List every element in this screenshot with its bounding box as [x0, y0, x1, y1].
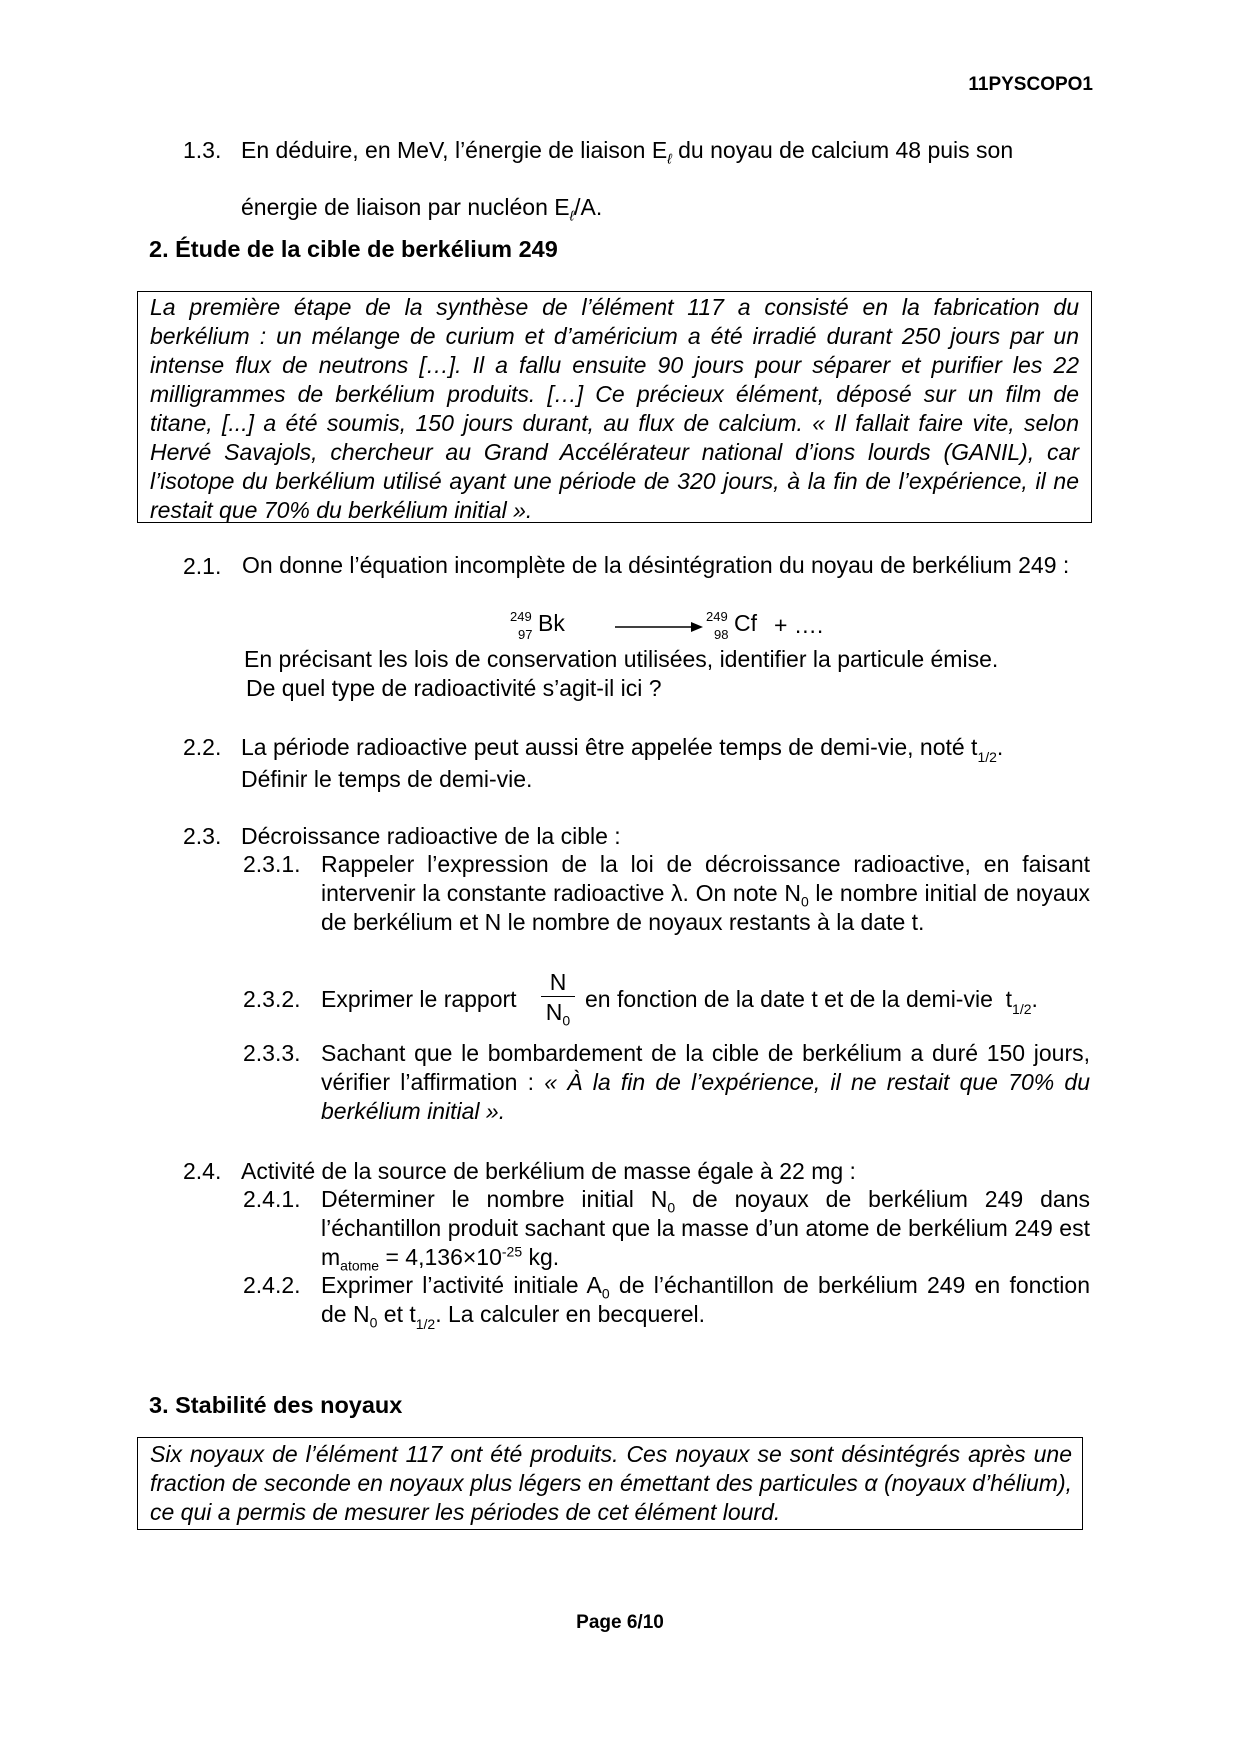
question-2-1-line-b: De quel type de radioactivité s’agit-il ici ?: [246, 675, 662, 701]
question-number-2-4-2: 2.4.2.: [243, 1272, 301, 1298]
question-2-1-line-a: En précisant les lois de conservation utilisées, identifier la particule émise.: [244, 646, 999, 672]
section-3-title: 3. Stabilité des noyaux: [149, 1392, 403, 1418]
question-2-3-2-part-b: en fonction de la date t et de la demi-vie $t_{1/2}$.: [585, 986, 1038, 1017]
fraction-denominator: $N_0$: [541, 996, 575, 1027]
question-2-4-1-text: Déterminer le nombre initial $N_0$ de noyaux de berkélium 249 dans l’échantillon produit sachant que la masse d’un atome de berkélium 249 est $m_{atome} = 4,136\times 10^{-25}$ kg.: [321, 1186, 1090, 1274]
question-2-1-text: On donne l’équation incomplète de la désintégration du noyau de berkélium 249 :: [242, 552, 1070, 578]
document-code: 11PYSCOPO1: [968, 74, 1093, 95]
equation-rest: + ….: [774, 612, 824, 638]
question-2-3-2-part-a: Exprimer le rapport: [321, 986, 517, 1012]
question-number-2-3-2: 2.3.2.: [243, 986, 301, 1012]
question-2-3-3-text: Sachant que le bombardement de la cible de berkélium a duré 150 jours, vérifier l’affirmation : « À la fin de l’expérience, il ne restait que 70% du berkélium initial ».: [321, 1040, 1090, 1124]
question-2-4-title: Activité de la source de berkélium de masse égale à 22 mg :: [241, 1158, 856, 1184]
question-number-2-3: 2.3.: [183, 823, 222, 849]
question-2-2-line2: Définir le temps de demi-vie.: [241, 766, 533, 792]
question-2-3-title: Décroissance radioactive de la cible :: [241, 823, 621, 849]
question-number-2-3-1: 2.3.1.: [243, 851, 301, 877]
question-number-2-3-3: 2.3.3.: [243, 1040, 301, 1066]
question-2-3-1-text: Rappeler l’expression de la loi de décroissance radioactive, en faisant intervenir la constante radioactive λ. On note $N_0$ le nombre initial de noyaux de berkélium et N le nombre de noyaux restants à la date t.: [321, 851, 1091, 935]
question-number-2-2: 2.2.: [183, 734, 222, 760]
question-1-3-line2: énergie de liaison par nucléon $E_\ell/A$.: [241, 194, 603, 224]
question-number-2-1: 2.1.: [183, 553, 222, 579]
ratio-fraction: [541, 969, 575, 1027]
question-number-2-4-1: 2.4.1.: [243, 1186, 301, 1212]
reaction-arrow-icon: [615, 620, 705, 634]
question-number-1-3: 1.3.: [183, 137, 222, 163]
excerpt-text-2: Six noyaux de l’élément 117 ont été produits. Ces noyaux se sont désintégrés après une fraction de seconde en noyaux plus légers en émettant des particules α (noyaux d’hélium), ce qui a permis de mesurer les périodes de cet élément lourd.: [150, 1441, 1072, 1525]
question-1-3-line1: En déduire, en MeV, l’énergie de liaison $E_\ell$ du noyau de calcium 48 puis son: [241, 137, 1014, 167]
excerpt-text-1: La première étape de la synthèse de l’élément 117 a consisté en la fabrication du berkélium : un mélange de curium et d’américium a été irradié durant 250 jours par un intense flux de neutrons […]. Il a fallu ensuite 90 jours pour séparer et purifier les 22 milligrammes de berkélium produits. […] Ce précieux élément, déposé sur un film de titane, [...] a été soumis, 150 jours durant, au flux de calcium. « Il fallait faire vite, selon Hervé Savajols, chercheur au Grand Accélérateur national d’ions lourds (GANIL), car l’isotope du berkélium utilisé ayant une période de 320 jours, à la fin de l’expérience, il ne restait que 70% du berkélium initial ».: [150, 294, 1079, 523]
excerpt-box-2: [137, 1437, 1083, 1530]
question-number-2-4: 2.4.: [183, 1158, 222, 1184]
exam-page: 11PYSCOPO1 1.3. En déduire, en MeV, l’énergie de liaison $E_\ell$ du noyau de calcium 48 puis son énergie de liaison par nucléon $E_\ell/A$. 2. Étude de la cible de berkélium 249 La première étape de la synthèse de l’élément 117 a consisté en la fabrication du berkélium : un mélange de curium et d’américium a été irradié durant 250 jours par un intense flux de neutrons […]. Il a fallu ensuite 90 jours pour séparer et purifier les 22 milligrammes de berkélium produits. […] Ce précieux élément, déposé sur un film de titane, [...] a été soumis, 150 jours durant, au flux de calcium. « Il fallait faire vite, selon Hervé Savajols, chercheur au Grand Accélérateur national d’ions lourds (GANIL), car l’isotope du berkélium utilisé ayant une période de 320 jours, à la fin de l’expérience, il ne restait que 70% du berkélium initial ». 2.1. On donne l’équation incomplète de la désintégration du noyau de berkélium 249 : 249 97 Bk 249 98 Cf + …. En précisant les lois de conservation utilisées, identifier la particule émise. De quel type de radioactivité s’agit-il ici ? 2.2. La période radioactive peut aussi être appelée temps de demi-vie, noté $t_{1/2}$. Définir le temps de demi-vie. 2.3. Décroissance radioactive de la cible : 2.3.1. Rappeler l’expression de la loi de décroissance radioactive, en faisant intervenir la constante radioactive λ. On note $N_0$ le nombre initial de noyaux de berkélium et N le nombre de noyaux restants à la date t. 2.3.2. Exprimer le rapport $\frac{N}{N_0}$ en fonction de la date t et de la demi-vie $t_{1/2}$. 2.3.3. Sachant que le bombardement de la cible de berkélium a duré 150 jours, vérifier l’affirmation : « À la fin de l’expérience, il ne restait que 70% du berkélium initial ». 2.4. Activité de la source de berkélium de masse égale à 22 mg : 2.4.1. Déterminer le nombre initial $N_0$ de noyaux de berkélium 249 dans l’échantillon produit sachant que la masse d’un atome de berkélium 249 est $m_{atome} = 4,136\times 10^{-25}$ kg. 2.4.2. Exprimer l’activité initiale $A_0$ de l’échantillon de berkélium 249 en fonction de $N_0$ et $t_{1/2}$. La calculer en becquerel. 3. Stabilité des noyaux Six noyaux de l’élément 117 ont été produits. Ces noyaux se sont désintégrés après une fraction de seconde en noyaux plus légers en émettant des particules α (noyaux d’hélium), ce qui a permis de mesurer les périodes de cet élément lourd. Page 6/10: [0, 0, 1240, 1754]
page-number: Page 6/10: [576, 1612, 664, 1633]
section-2-title: 2. Étude de la cible de berkélium 249: [149, 236, 558, 262]
excerpt-box-1: [137, 291, 1092, 523]
fraction-numerator: N: [549, 969, 567, 995]
question-2-2-line1: La période radioactive peut aussi être appelée temps de demi-vie, noté $t_{1/2}$.: [241, 734, 1004, 765]
question-2-4-2-text: Exprimer l’activité initiale $A_0$ de l’échantillon de berkélium 249 en fonction de $N_0$ et $t_{1/2}$. La calculer en becquerel.: [321, 1272, 1090, 1332]
